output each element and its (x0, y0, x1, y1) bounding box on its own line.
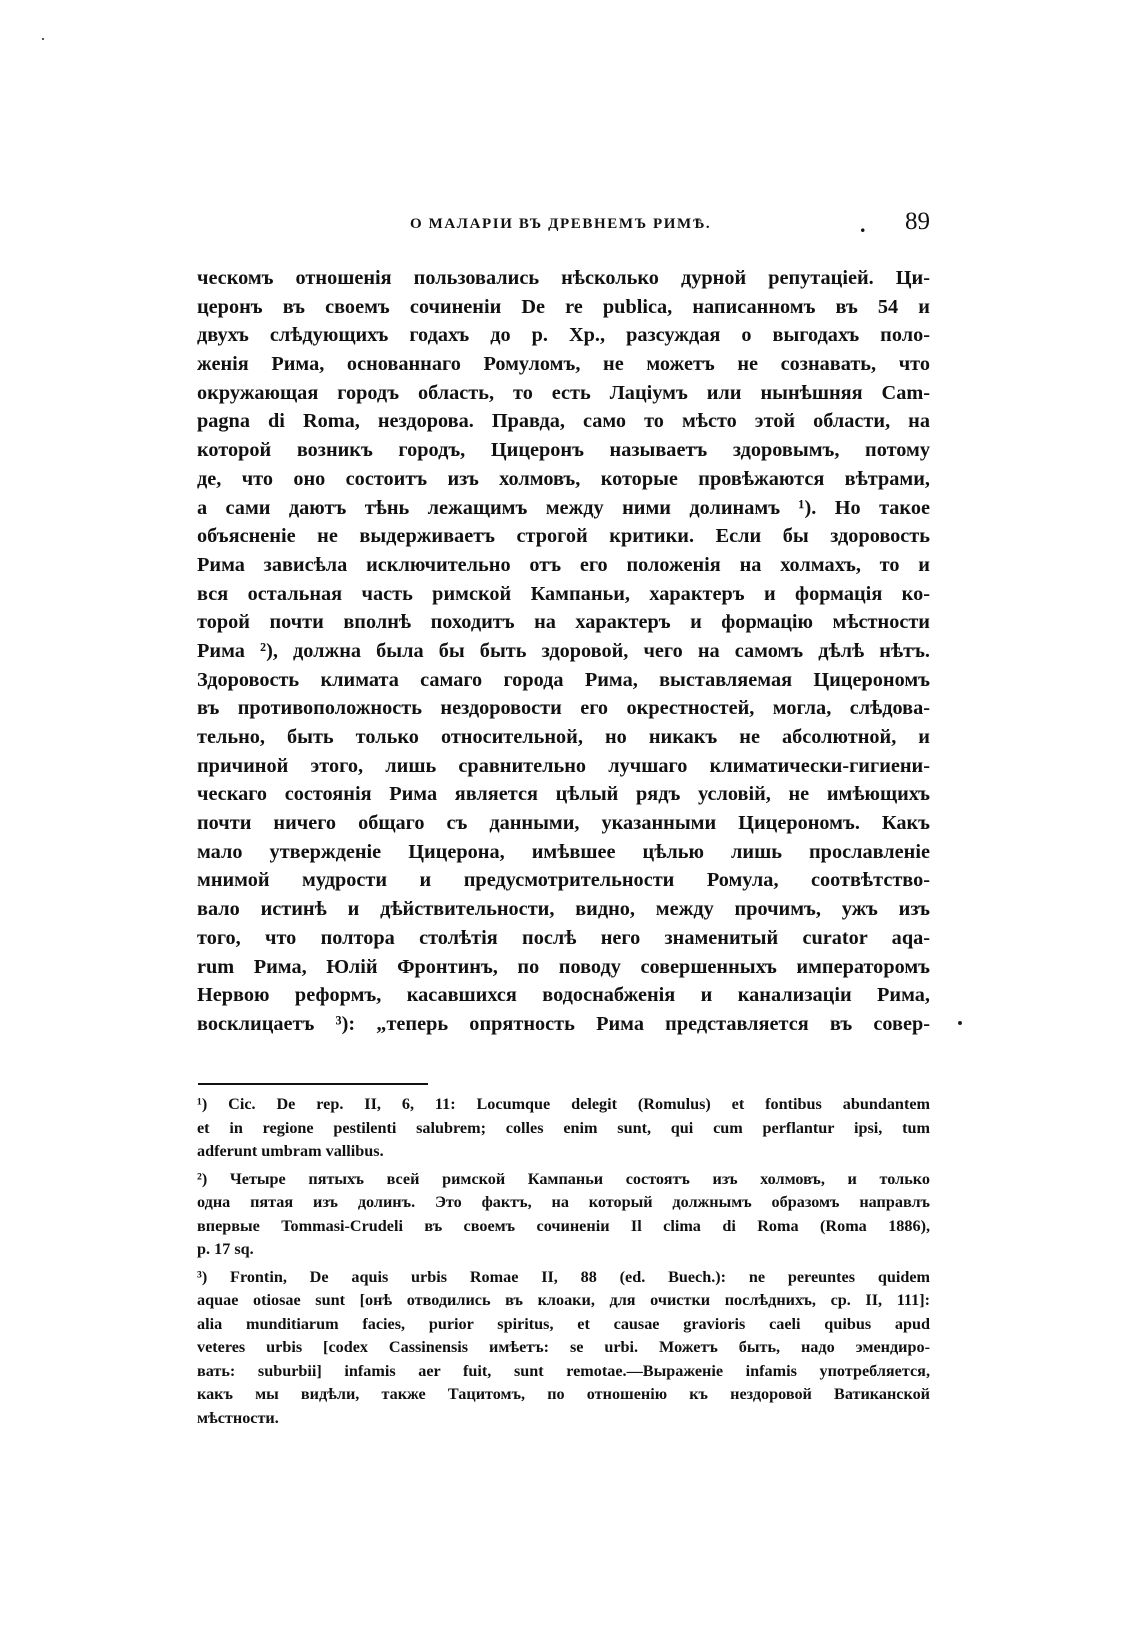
text-line: а сами даютъ тѣнь лежащимъ между ними долинамъ ¹). Но такое (197, 496, 930, 519)
footnote-divider (198, 1083, 428, 1085)
footnote-2 (197, 1168, 930, 1262)
text-line: которой возникъ городъ, Цицеронъ называетъ здоровымъ, потому (197, 439, 930, 462)
text-line: того, что полтора столѣтія послѣ него знаменитый curator aqa- (197, 926, 930, 949)
footnote-line: какъ мы видѣли, также Тацитомъ, по отношенію къ нездоровой Ватиканской (197, 1385, 930, 1403)
footnote-line: p. 17 sq. (197, 1240, 254, 1258)
text-line: ческомъ отношенія пользовались нѣсколько дурной репутаціей. Ци- (197, 267, 930, 289)
footnote-line: впервые Tommasi-Crudeli въ своемъ сочиненіи Il clima di Roma (Roma 1886), (197, 1216, 930, 1235)
text-line: торой почти вполнѣ походитъ на характеръ и формацію мѣстности (197, 611, 930, 634)
footnote-1 (197, 1093, 930, 1164)
header-dot: . (860, 212, 866, 237)
running-title: О МАЛАРІИ ВЪ ДРЕВНЕМЪ РИМѢ. (410, 216, 712, 232)
text-line: Здоровость климата самаго города Рима, выставляемая Цицерономъ (197, 668, 930, 691)
text-line: Рима зависѣла исключительно отъ его положенія на холмахъ, то и (197, 553, 930, 576)
footnote-line: aquae otiosae sunt [онѣ отводились въ клоаки, для очистки послѣднихъ, ср. II, 111]: (197, 1291, 930, 1309)
text-line: pagna di Roma, нездорова. Правда, само то мѣсто этой области, на (197, 410, 930, 433)
footnote-line: ¹) Cic. De rep. II, 6, 11: Locumque delegit (Romulus) et fontibus abundantem (197, 1095, 930, 1113)
footnotes (197, 1093, 930, 1430)
text-line: церонъ въ своемъ сочиненіи De re publica, написанномъ въ 54 и (197, 295, 930, 318)
text-line: окружающая городъ область, то есть Лаціумъ или нынѣшняя Сam- (197, 381, 930, 404)
text-line: Рима ²), должна была бы быть здоровой, чего на самомъ дѣлѣ нѣтъ. (197, 639, 930, 662)
footnote-line: alia munditiarum facies, purior spiritus, et causae gravioris caeli quibus apud (197, 1314, 930, 1333)
page-number: 89 (905, 208, 930, 235)
text-line: женія Рима, основаннаго Ромуломъ, не можетъ не сознавать, что (197, 353, 930, 376)
text-line: мнимой мудрости и предусмотрительности Ромула, соотвѣтство- (197, 869, 930, 892)
text-line: въ противоположность нездоровости его окрестностей, могла, слѣдова- (197, 697, 930, 720)
text-line: двухъ слѣдующихъ годахъ до р. Хр., разсуждая о выгодахъ поло- (197, 324, 930, 347)
footnote-line: veteres urbis [codex Cassinensis имѣетъ: se urbi. Можетъ быть, надо эмендиро- (197, 1338, 930, 1356)
text-line: тельно, быть только относительной, но никакъ не абсолютной, и (197, 726, 930, 748)
footnote-line: adferunt umbram vallibus. (197, 1142, 384, 1160)
footnote-3 (197, 1266, 930, 1431)
text-line: восклицаетъ ³): „теперь опрятность Рима представляется въ совер- (197, 1012, 930, 1035)
footnote-line: мѣстности. (197, 1408, 279, 1427)
text-line: rum Рима, Юлій Фронтинъ, по поводу совершенныхъ императоромъ (197, 955, 930, 978)
text-line: Нервою реформъ, касавшихся водоснабженія и канализаціи Рима, (197, 984, 930, 1007)
text-line: причиной этого, лишь сравнительно лучшаго климатически-гигиени- (197, 754, 930, 777)
text-line: вало истинѣ и дѣйствительности, видно, между прочимъ, ужъ изъ (197, 898, 930, 921)
text-line: ческаго состоянія Рима является цѣлый рядъ условій, не имѣющихъ (197, 783, 930, 806)
scan-speck (42, 38, 44, 40)
main-text (197, 264, 930, 1039)
text-line: мало утвержденіе Цицерона, имѣвшее цѣлью лишь прославленіе (197, 840, 930, 863)
text-line: объясненіе не выдерживаетъ строгой критики. Если бы здоровость (197, 525, 930, 548)
footnote-line: одна пятая изъ долинъ. Это фактъ, на который должнымъ образомъ направлъ (197, 1193, 930, 1211)
footnote-line: et in regione pestilenti salubrem; colles enim sunt, qui cum perflantur ipsi, tum (197, 1118, 930, 1137)
text-line: де, что оно состоитъ изъ холмовъ, которые провѣжаются вѣтрами, (197, 467, 930, 490)
page-header (410, 210, 930, 244)
scan-speck (958, 1021, 962, 1025)
text-line: почти ничего общаго съ данными, указанными Цицерономъ. Какъ (197, 812, 930, 835)
footnote-line: ³) Frontin, De aquis urbis Romae II, 88 (ed. Buech.): ne pereuntes quidem (197, 1267, 930, 1286)
text-line: вся остальная часть римской Кампаньи, характеръ и формація ко- (197, 582, 930, 605)
footnote-line: ²) Четыре пятыхъ всей римской Кампаньи состоятъ изъ холмовъ, и только (197, 1169, 930, 1188)
footnote-line: вать: suburbii] infamis aer fuit, sunt remotae.—Выраженіе infamis употребляется, (197, 1361, 930, 1380)
